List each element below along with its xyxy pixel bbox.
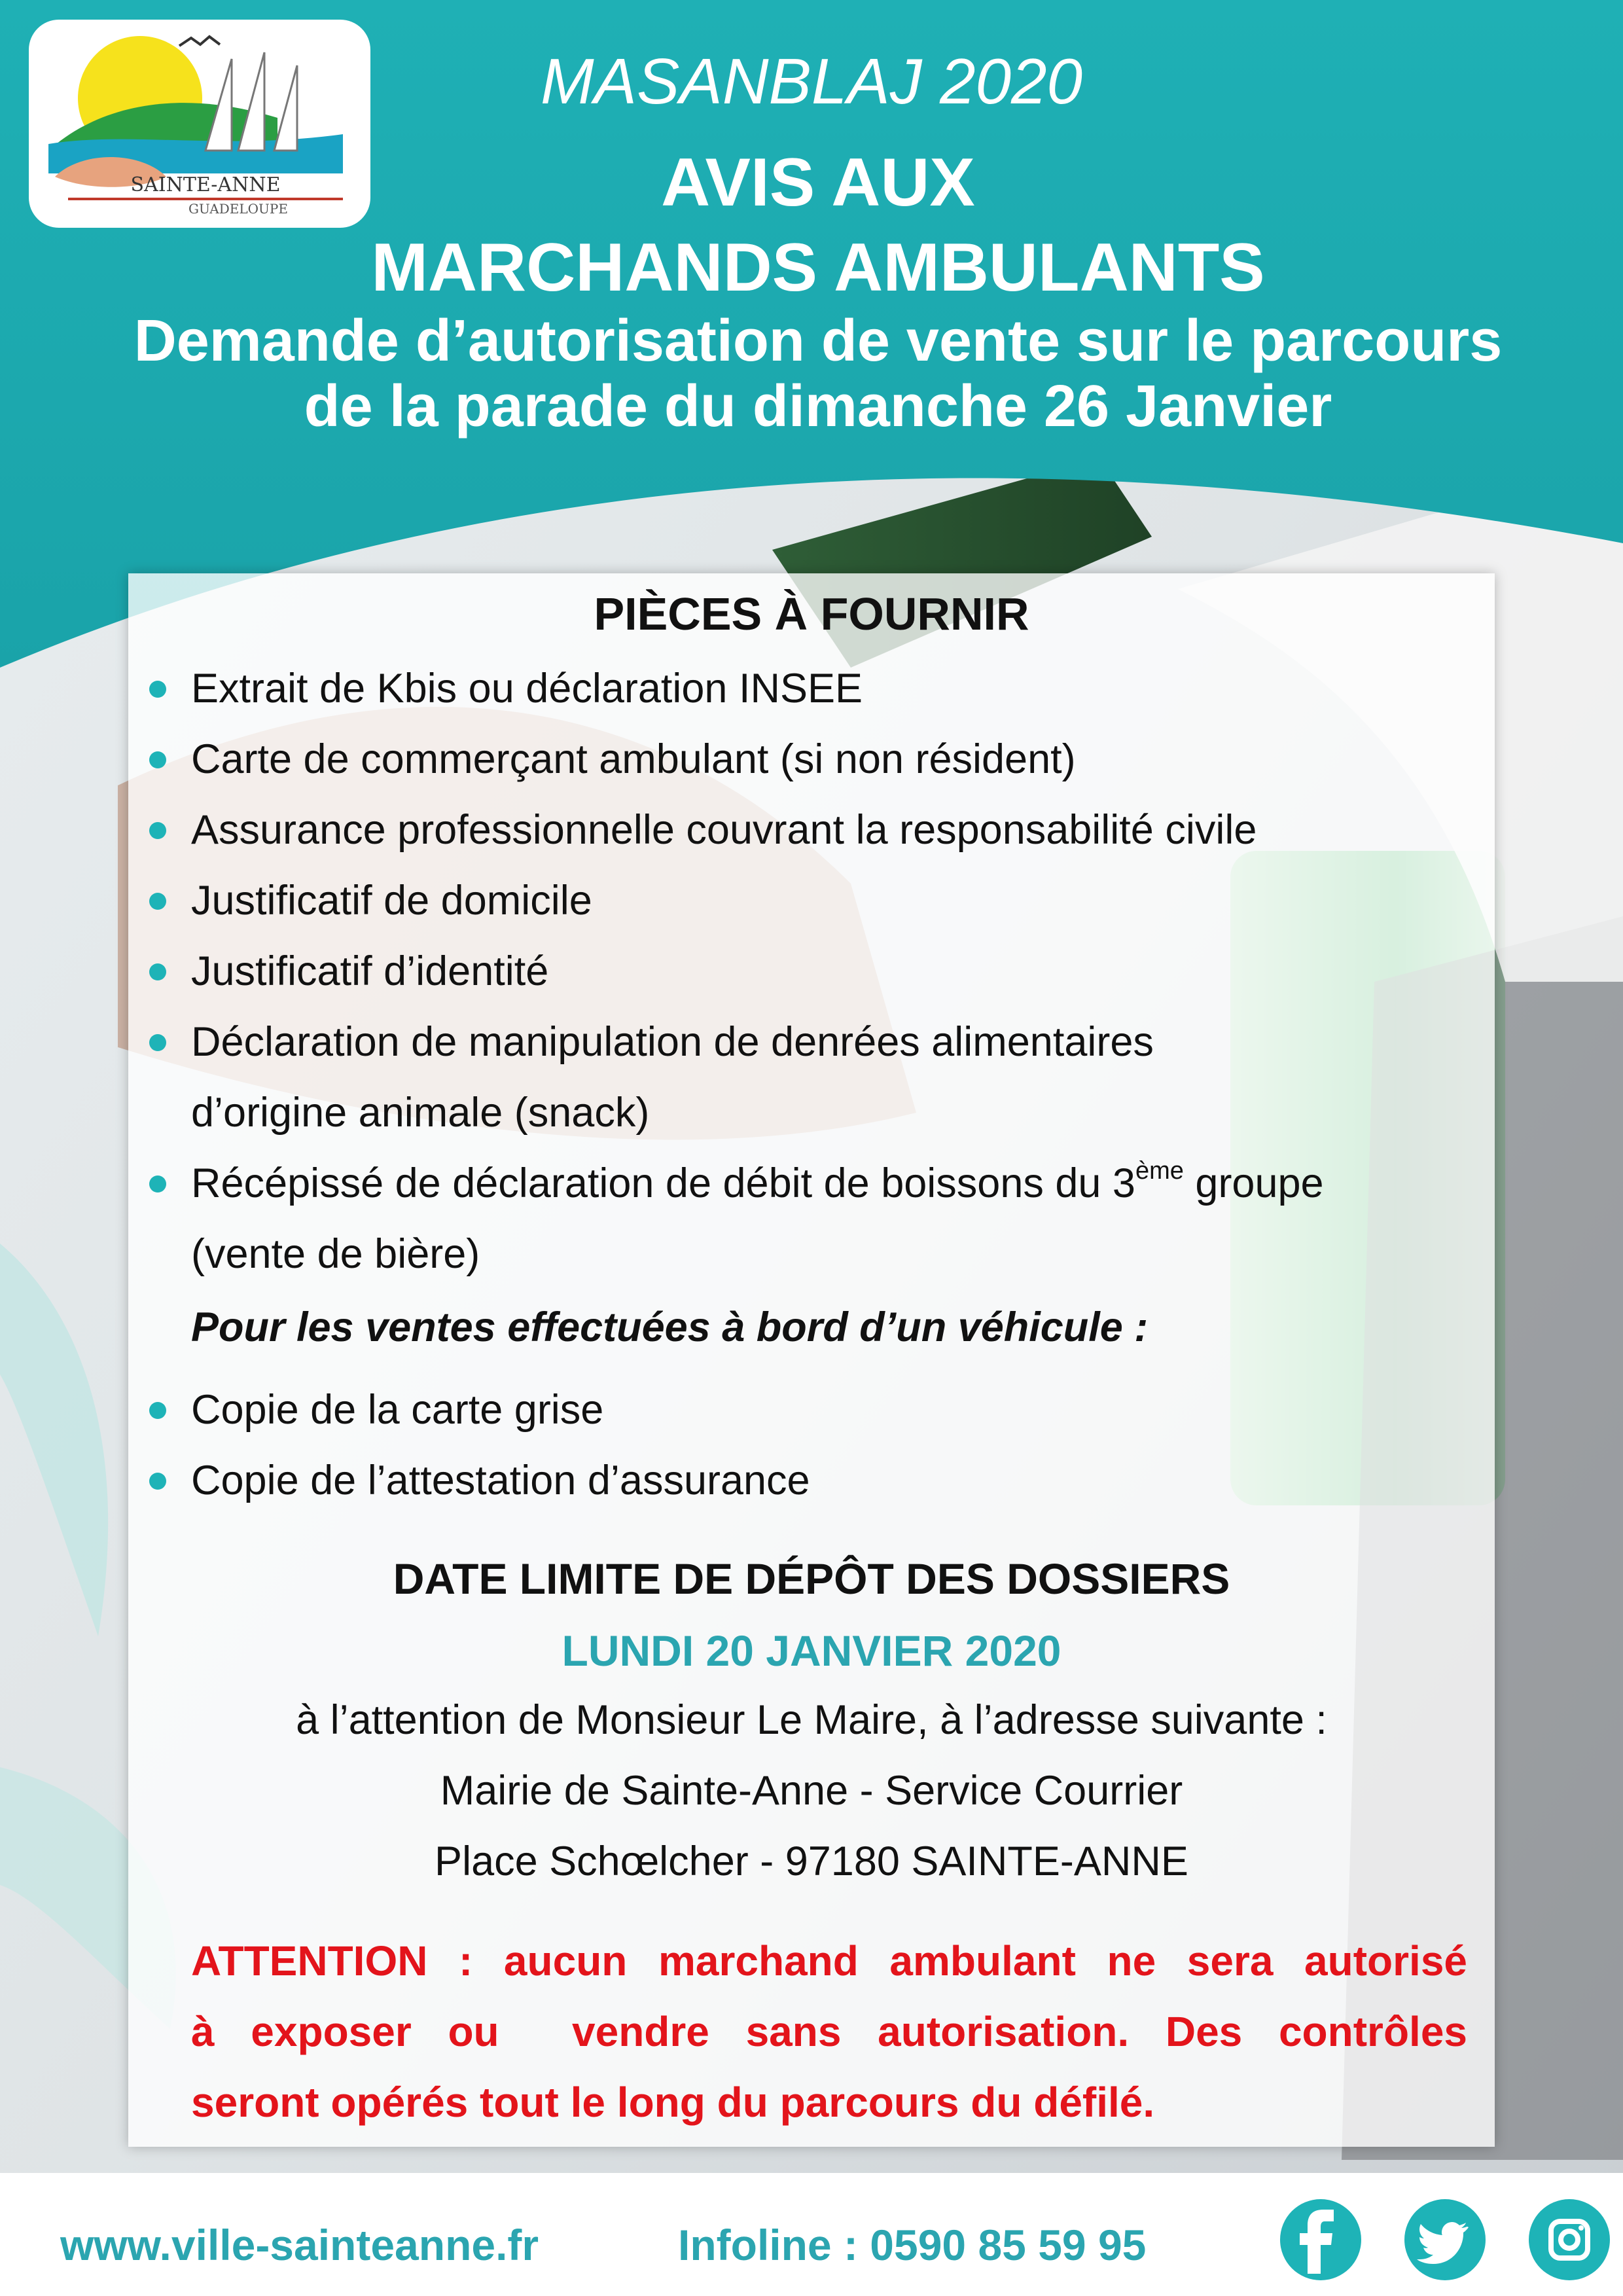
deadline-title: DATE LIMITE DE DÉPÔT DES DOSSIERS xyxy=(393,1554,1230,1603)
bullet-icon xyxy=(149,681,166,698)
bullet-icon xyxy=(149,1175,166,1193)
bullet-icon xyxy=(149,751,166,768)
warning-line2: à exposer ou vendre sans autorisation. Des contrôles xyxy=(191,2008,1467,2055)
warning-line3: seront opérés tout le long du parcours du défilé. xyxy=(191,2079,1155,2126)
bullet-icon xyxy=(149,893,166,910)
bullet-icon xyxy=(149,1473,166,1490)
twitter-icon[interactable] xyxy=(1404,2199,1486,2280)
bullet-icon xyxy=(149,822,166,839)
list-item: Assurance professionnelle couvrant la responsabilité civile xyxy=(149,795,1484,865)
event-kicker: MASANBLAJ 2020 xyxy=(541,45,1082,117)
vehicle-section-title: Pour les ventes effectuées à bord d’un véhicule : xyxy=(191,1304,1149,1350)
address-line2: Place Schœlcher - 97180 SAINTE-ANNE xyxy=(435,1839,1188,1884)
list-item: Copie de la carte grise xyxy=(149,1374,1484,1445)
bullet-icon xyxy=(149,1034,166,1051)
page-title-line2: MARCHANDS AMBULANTS xyxy=(371,230,1265,306)
subtitle-line2: de la parade du dimanche 26 Janvier xyxy=(304,374,1332,439)
logo-region: GUADELOUPE xyxy=(188,201,288,217)
page-title-line1: AVIS AUX xyxy=(661,145,975,221)
subtitle-line1: Demande d’autorisation de vente sur le parcours xyxy=(134,308,1503,374)
infoline-text: Infoline : 0590 85 59 95 xyxy=(678,2221,1147,2269)
address-line1: Mairie de Sainte-Anne - Service Courrier xyxy=(440,1768,1183,1814)
address-intro: à l’attention de Monsieur Le Maire, à l’adresse suivante : xyxy=(296,1697,1327,1743)
list-item: Déclaration de manipulation de denrées alimentaires d’origine animale (snack) xyxy=(149,1007,1484,1148)
list-item: Justificatif de domicile xyxy=(149,865,1484,936)
deadline-date: LUNDI 20 JANVIER 2020 xyxy=(562,1626,1061,1675)
logo-name: SAINTE-ANNE xyxy=(130,173,281,196)
list-item: Carte de commerçant ambulant (si non résident) xyxy=(149,724,1484,795)
warning-notice xyxy=(191,1926,1467,2138)
bullet-icon xyxy=(149,1402,166,1419)
list-item: Copie de l’attestation d’assurance xyxy=(149,1445,1484,1516)
instagram-icon[interactable] xyxy=(1529,2199,1610,2280)
list-item: Justificatif d’identité xyxy=(149,936,1484,1007)
website-link[interactable]: www.ville-sainteanne.fr xyxy=(60,2221,539,2269)
bullet-icon xyxy=(149,963,166,980)
section-title-pieces: PIÈCES À FOURNIR xyxy=(594,588,1029,639)
facebook-icon[interactable] xyxy=(1280,2199,1361,2280)
warning-line1: ATTENTION : aucun marchand ambulant ne sera autorisé xyxy=(191,1937,1467,1984)
list-item: Extrait de Kbis ou déclaration INSEE xyxy=(149,653,1484,724)
list-item: Récépissé de déclaration de débit de boissons du 3ème groupe (vente de bière) xyxy=(149,1148,1484,1289)
